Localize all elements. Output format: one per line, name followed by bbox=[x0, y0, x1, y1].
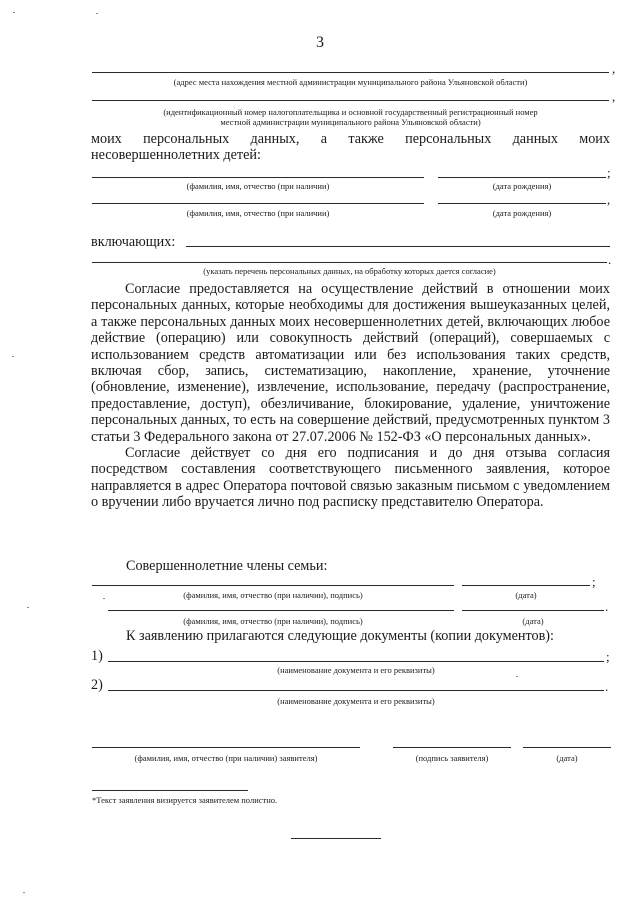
consent-paragraph-1: Согласие предоставляется на осуществление действий в отношении моих персональных данных, которые необходимы для достижения вышеуказанных целей, а также персональных данных моих несовершеннолетних детей, включающих любое действие (операцию) или совокупность действий (операций), совершаемых с использованием средств автоматизации или без использования таких средств, включая сбор, запись, систематизацию, накопление, хранение, уточнение (обновление, изменение), извлечение, использование, передачу (распространение, предоставление, доступ), обезличивание, блокирование, удаление, уничтожение персональных данных, то есть на совершение действий, предусмотренных пунктом 3 статьи 3 Федерального закона от 27.07.2006 № 152-ФЗ «О персональных данных». bbox=[91, 281, 610, 445]
address-caption: (адрес места нахождения местной администрации муниципального района Ульяновской области) bbox=[173, 77, 528, 87]
document-1-end-mark: ; bbox=[606, 649, 610, 664]
family-member-1-date-caption: (дата) bbox=[515, 590, 537, 600]
including-end-mark: . bbox=[608, 252, 612, 267]
scan-speck bbox=[103, 598, 105, 599]
consent-paragraph-2: Согласие действует со дня его подписания и до дня отзыва согласия посредством составления соответствующего письменного заявления, которое направляется в адрес Оператора почтовой связью заказным письмом с уведомлением о вручении либо вручается лично под расписку представителю Оператора. bbox=[91, 445, 610, 511]
inn-end-mark: , bbox=[612, 89, 616, 104]
child-2-birthdate-caption: (дата рождения) bbox=[492, 208, 552, 218]
document-2-line[interactable] bbox=[108, 690, 604, 691]
consent-paragraphs bbox=[91, 281, 610, 511]
applicant-signature-caption: (подпись заявителя) bbox=[415, 753, 489, 763]
child-1-birthdate-caption: (дата рождения) bbox=[492, 181, 552, 191]
child-1-end-mark: ; bbox=[607, 165, 611, 180]
bottom-rule bbox=[291, 838, 381, 839]
footnote-separator bbox=[92, 790, 248, 791]
children-intro-line-2: несовершеннолетних детей: bbox=[91, 147, 261, 163]
family-member-2-caption: (фамилия, имя, отчество (при наличии), подпись) bbox=[183, 616, 363, 626]
documents-section-title: К заявлению прилагаются следующие документы (копии документов): bbox=[126, 628, 554, 644]
address-field-line[interactable] bbox=[92, 72, 609, 73]
family-member-2-date-caption: (дата) bbox=[522, 616, 544, 626]
including-caption: (указать перечень персональных данных, на обработку которых дается согласие) bbox=[203, 266, 496, 276]
scan-speck bbox=[12, 356, 14, 357]
family-member-2-end-mark: . bbox=[605, 599, 609, 614]
address-end-mark: , bbox=[612, 61, 616, 76]
applicant-name-caption: (фамилия, имя, отчество (при наличии) заявителя) bbox=[134, 753, 318, 763]
family-member-1-end-mark: ; bbox=[592, 574, 596, 589]
document-2-end-mark: . bbox=[605, 679, 609, 694]
scan-speck bbox=[13, 12, 15, 13]
child-2-name-caption: (фамилия, имя, отчество (при наличии) bbox=[186, 208, 330, 218]
child-2-birthdate-line[interactable] bbox=[438, 203, 606, 204]
child-1-name-caption: (фамилия, имя, отчество (при наличии) bbox=[186, 181, 330, 191]
applicant-date-caption: (дата) bbox=[556, 753, 578, 763]
footnote: *Текст заявления визируется заявителем полистно. bbox=[92, 795, 278, 805]
applicant-signature-line[interactable] bbox=[393, 747, 511, 748]
scan-speck bbox=[516, 676, 518, 677]
family-member-2-date-line[interactable] bbox=[462, 610, 604, 611]
child-1-name-line[interactable] bbox=[92, 177, 424, 178]
child-2-end-mark: , bbox=[607, 192, 611, 207]
page-number: 3 bbox=[316, 34, 324, 51]
family-section-title: Совершеннолетние члены семьи: bbox=[126, 558, 328, 574]
including-label: включающих: bbox=[91, 234, 176, 250]
scan-speck bbox=[96, 13, 98, 14]
scan-speck bbox=[27, 607, 29, 608]
family-member-2-line[interactable] bbox=[108, 610, 454, 611]
inn-caption-line-1: (идентификационный номер налогоплательщика и основной государственный регистрационный номер bbox=[163, 107, 538, 117]
scan-speck bbox=[23, 892, 25, 893]
document-1-caption: (наименование документа и его реквизиты) bbox=[277, 665, 435, 675]
inn-caption-line-2: местной администрации муниципального района Ульяновской области) bbox=[220, 117, 481, 127]
document-1-number: 1) bbox=[91, 648, 103, 664]
children-intro-line-1: моих персональных данных, а также персональных данных моих bbox=[91, 131, 610, 147]
inn-field-line[interactable] bbox=[92, 100, 609, 101]
family-member-1-date-line[interactable] bbox=[462, 585, 590, 586]
child-2-name-line[interactable] bbox=[92, 203, 424, 204]
document-2-number: 2) bbox=[91, 677, 103, 693]
applicant-date-line[interactable] bbox=[523, 747, 611, 748]
child-1-birthdate-line[interactable] bbox=[438, 177, 606, 178]
document-1-line[interactable] bbox=[108, 661, 604, 662]
applicant-name-line[interactable] bbox=[92, 747, 360, 748]
family-member-1-caption: (фамилия, имя, отчество (при наличии), подпись) bbox=[183, 590, 363, 600]
including-line-2[interactable] bbox=[92, 262, 607, 263]
document-2-caption: (наименование документа и его реквизиты) bbox=[277, 696, 435, 706]
including-line-1[interactable] bbox=[186, 246, 610, 247]
family-member-1-line[interactable] bbox=[92, 585, 454, 586]
